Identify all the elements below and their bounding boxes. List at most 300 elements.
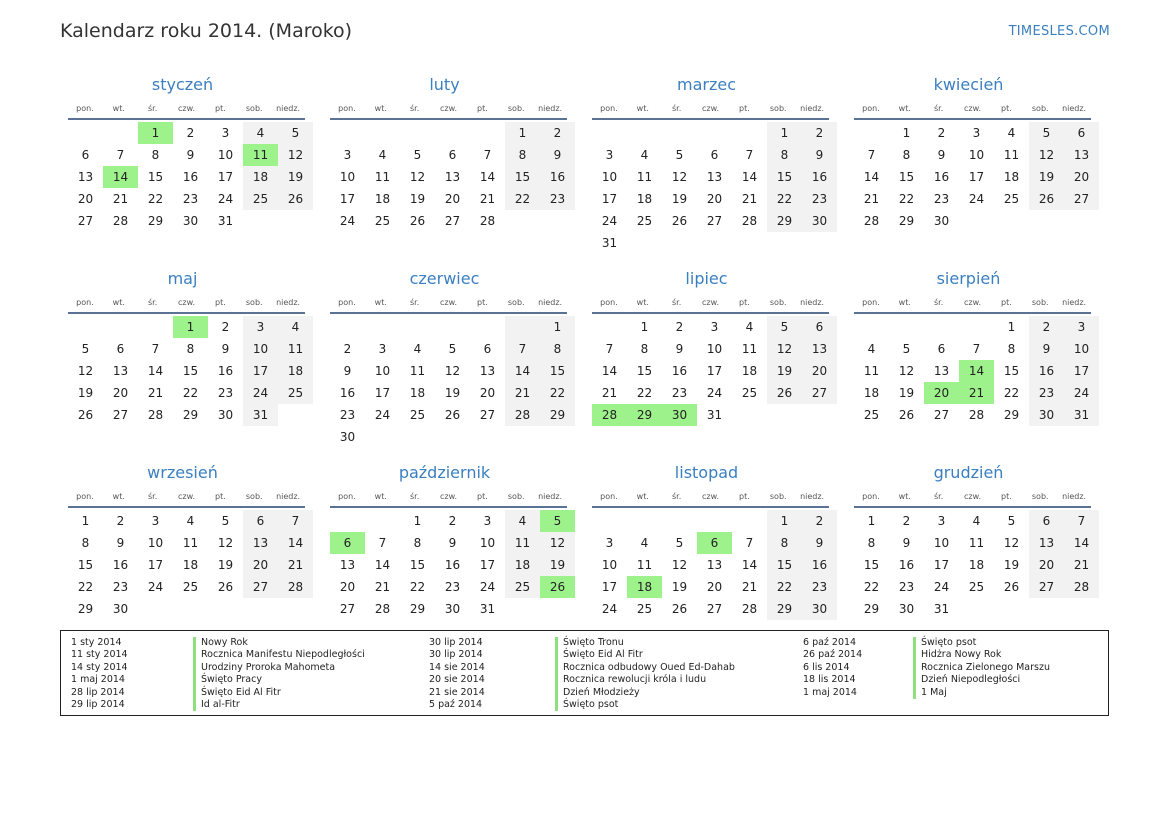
weekday-label: czw.: [178, 492, 195, 501]
legend-holiday-name: Święto Eid Al Fitr: [193, 687, 365, 699]
day-cell: 29: [627, 404, 662, 426]
day-cell: 8: [81, 536, 90, 550]
day-cell: 5: [1029, 122, 1064, 144]
day-cell: 27: [706, 602, 723, 616]
weekday-label: pt.: [476, 104, 488, 113]
day-cell: 3: [972, 126, 981, 140]
weekday-label: śr.: [148, 298, 158, 307]
day-cell: 24: [601, 214, 618, 228]
day-cell: 17: [147, 558, 164, 572]
legend-holiday-name: Nowy Rok: [193, 637, 365, 649]
legend-date: 28 lip 2014: [71, 686, 125, 698]
day-cell: 22: [767, 188, 802, 210]
day-cell: 30: [339, 430, 356, 444]
weekday-header: [68, 100, 305, 120]
day-cell: 23: [540, 188, 575, 210]
day-cell: 25: [505, 576, 540, 598]
month-name: styczeń: [151, 75, 214, 94]
day-cell: 4: [186, 514, 195, 528]
day-cell: 2: [540, 122, 575, 144]
month-name: kwiecień: [933, 75, 1004, 94]
day-cell: 18: [863, 386, 880, 400]
weekday-header: [68, 294, 305, 314]
day-cell: 2: [221, 320, 230, 334]
empty-cell: [540, 210, 575, 232]
day-cell: 30: [662, 404, 697, 426]
day-cell: 15: [767, 166, 802, 188]
day-cell: 15: [409, 558, 426, 572]
day-cell: 16: [112, 558, 129, 572]
weekday-label: niedz.: [1062, 104, 1087, 113]
day-cell: 6: [1064, 122, 1099, 144]
day-cell: 1: [640, 320, 649, 334]
empty-cell: [1029, 598, 1064, 620]
day-grid: [68, 510, 305, 620]
weekday-label: sob.: [1031, 104, 1049, 113]
day-cell: 19: [1003, 558, 1020, 572]
weekday-label: niedz.: [276, 104, 301, 113]
day-cell: 13: [706, 170, 723, 184]
legend-holiday-name: Święto Eid Al Fitr: [555, 649, 735, 661]
day-cell: 17: [339, 192, 356, 206]
months-grid: [60, 70, 1111, 630]
day-cell: 15: [505, 166, 540, 188]
day-cell: 8: [505, 144, 540, 166]
day-cell: 22: [767, 576, 802, 598]
day-cell: 1: [767, 510, 802, 532]
day-grid: [68, 316, 305, 426]
day-cell: 9: [186, 148, 195, 162]
day-cell: 13: [339, 558, 356, 572]
day-cell: 29: [540, 404, 575, 426]
day-cell: 7: [483, 148, 492, 162]
day-cell: 28: [863, 214, 880, 228]
empty-cell: [278, 210, 313, 232]
empty-cell: [889, 316, 924, 338]
day-cell: 11: [278, 338, 313, 360]
day-cell: 29: [767, 598, 802, 620]
day-cell: 10: [1064, 338, 1099, 360]
weekday-label: pon.: [76, 104, 94, 113]
day-cell: 14: [278, 532, 313, 554]
legend-date: 18 lis 2014: [803, 674, 856, 686]
weekday-label: wt.: [898, 492, 911, 501]
day-cell: 20: [706, 580, 723, 594]
day-cell: 16: [217, 364, 234, 378]
day-grid: [854, 510, 1091, 620]
day-cell: 16: [444, 558, 461, 572]
day-grid: [68, 122, 305, 232]
legend-holiday-name: Święto psot: [555, 699, 735, 711]
day-cell: 16: [339, 386, 356, 400]
day-cell: 9: [540, 144, 575, 166]
day-cell: 29: [77, 602, 94, 616]
day-cell: 30: [112, 602, 129, 616]
month-name: listopad: [674, 463, 739, 482]
day-cell: 5: [413, 148, 422, 162]
weekday-label: niedz.: [538, 298, 563, 307]
day-cell: 24: [479, 580, 496, 594]
empty-cell: [470, 316, 505, 338]
day-cell: 31: [217, 214, 234, 228]
empty-cell: [330, 316, 365, 338]
day-cell: 7: [378, 536, 387, 550]
weekday-label: wt.: [112, 298, 125, 307]
day-cell: 7: [745, 148, 754, 162]
weekday-label: wt.: [636, 492, 649, 501]
weekday-label: czw.: [702, 492, 719, 501]
weekday-label: śr.: [672, 492, 682, 501]
day-cell: 19: [1029, 166, 1064, 188]
day-cell: 21: [863, 192, 880, 206]
day-cell: 22: [182, 386, 199, 400]
day-cell: 25: [1003, 192, 1020, 206]
day-cell: 25: [863, 408, 880, 422]
day-cell: 26: [540, 576, 575, 598]
day-cell: 11: [505, 532, 540, 554]
weekday-label: pon.: [600, 298, 618, 307]
weekday-label: pt.: [476, 492, 488, 501]
legend-date: 11 sty 2014: [71, 649, 128, 661]
day-cell: 21: [278, 554, 313, 576]
day-cell: 2: [937, 126, 946, 140]
day-cell: 7: [605, 342, 614, 356]
empty-cell: [959, 598, 994, 620]
month-name: październik: [398, 463, 491, 482]
weekday-label: niedz.: [800, 492, 825, 501]
empty-cell: [435, 426, 470, 448]
month-calendar: [846, 264, 1091, 426]
day-cell: 4: [243, 122, 278, 144]
day-grid: [854, 122, 1091, 232]
day-cell: 30: [1029, 404, 1064, 426]
weekday-label: sob.: [1031, 492, 1049, 501]
month-name: lipiec: [685, 269, 728, 288]
day-cell: 2: [675, 320, 684, 334]
empty-cell: [592, 316, 627, 338]
day-cell: 27: [243, 576, 278, 598]
weekday-label: wt.: [636, 298, 649, 307]
day-cell: 15: [1003, 364, 1020, 378]
weekday-label: czw.: [440, 104, 457, 113]
day-cell: 4: [745, 320, 754, 334]
weekday-label: pt.: [738, 104, 750, 113]
day-cell: 12: [767, 338, 802, 360]
day-cell: 30: [802, 210, 837, 232]
day-cell: 2: [802, 122, 837, 144]
weekday-label: śr.: [410, 492, 420, 501]
day-cell: 21: [741, 192, 758, 206]
empty-cell: [959, 210, 994, 232]
month-calendar: [584, 458, 829, 620]
legend-date: 29 lip 2014: [71, 698, 125, 710]
weekday-header: [330, 294, 567, 314]
legend-date: 1 maj 2014: [71, 674, 125, 686]
day-cell: 5: [675, 536, 684, 550]
weekday-label: pt.: [214, 298, 226, 307]
weekday-label: sob.: [769, 298, 787, 307]
day-cell: 9: [937, 148, 946, 162]
month-name: czerwiec: [409, 269, 480, 288]
day-cell: 17: [933, 558, 950, 572]
legend-date: 5 paź 2014: [429, 698, 483, 710]
weekday-label: pon.: [862, 104, 880, 113]
day-cell: 9: [802, 144, 837, 166]
empty-cell: [470, 122, 505, 144]
empty-cell: [138, 316, 173, 338]
day-cell: 15: [898, 170, 915, 184]
weekday-header: [330, 100, 567, 120]
day-cell: 18: [409, 386, 426, 400]
weekday-label: sob.: [1031, 298, 1049, 307]
day-cell: 15: [636, 364, 653, 378]
legend-holiday-name: Dzień Młodzieży: [555, 687, 735, 699]
day-cell: 24: [968, 192, 985, 206]
day-cell: 8: [867, 536, 876, 550]
day-cell: 24: [933, 580, 950, 594]
day-cell: 14: [1064, 532, 1099, 554]
day-cell: 19: [77, 386, 94, 400]
day-cell: 13: [77, 170, 94, 184]
day-cell: 6: [330, 532, 365, 554]
day-cell: 29: [1003, 408, 1020, 422]
weekday-header: [854, 488, 1091, 508]
day-cell: 1: [1007, 320, 1016, 334]
empty-cell: [732, 510, 767, 532]
day-cell: 29: [898, 214, 915, 228]
day-cell: 31: [706, 408, 723, 422]
empty-cell: [697, 232, 732, 254]
weekday-label: sob.: [769, 492, 787, 501]
day-cell: 26: [1029, 188, 1064, 210]
day-cell: 27: [339, 602, 356, 616]
day-cell: 16: [802, 554, 837, 576]
day-cell: 19: [278, 166, 313, 188]
day-cell: 24: [706, 386, 723, 400]
day-cell: 30: [933, 214, 950, 228]
empty-cell: [959, 316, 994, 338]
day-cell: 10: [374, 364, 391, 378]
day-cell: 9: [802, 532, 837, 554]
day-grid: [592, 510, 829, 620]
weekday-label: niedz.: [1062, 492, 1087, 501]
day-cell: 5: [1007, 514, 1016, 528]
day-cell: 24: [339, 214, 356, 228]
empty-cell: [330, 510, 365, 532]
day-cell: 6: [937, 342, 946, 356]
day-cell: 23: [1029, 382, 1064, 404]
empty-cell: [330, 122, 365, 144]
day-cell: 19: [671, 580, 688, 594]
empty-cell: [505, 426, 540, 448]
day-cell: 26: [898, 408, 915, 422]
empty-cell: [767, 404, 802, 426]
weekday-label: pt.: [1000, 492, 1012, 501]
day-cell: 29: [182, 408, 199, 422]
day-cell: 4: [972, 514, 981, 528]
day-cell: 20: [243, 554, 278, 576]
day-cell: 5: [902, 342, 911, 356]
day-cell: 11: [968, 536, 985, 550]
day-cell: 8: [151, 148, 160, 162]
weekday-label: czw.: [964, 492, 981, 501]
weekday-label: pon.: [76, 298, 94, 307]
day-cell: 27: [802, 382, 837, 404]
day-cell: 17: [601, 192, 618, 206]
day-cell: 7: [867, 148, 876, 162]
legend-holiday-name: Rocznica odbudowy Oued Ed-Dahab: [555, 662, 735, 674]
site-link[interactable]: TIMESLES.COM: [1008, 24, 1110, 39]
weekday-label: pt.: [214, 104, 226, 113]
day-cell: 12: [671, 558, 688, 572]
day-cell: 6: [697, 532, 732, 554]
day-cell: 11: [1003, 148, 1020, 162]
day-cell: 3: [343, 148, 352, 162]
day-cell: 27: [77, 214, 94, 228]
weekday-label: pon.: [600, 104, 618, 113]
weekday-header: [854, 294, 1091, 314]
weekday-label: wt.: [374, 492, 387, 501]
day-cell: 15: [863, 558, 880, 572]
day-cell: 28: [741, 602, 758, 616]
empty-cell: [103, 122, 138, 144]
day-cell: 28: [278, 576, 313, 598]
day-cell: 17: [217, 170, 234, 184]
page-title: Kalendarz roku 2014. (Maroko): [60, 20, 353, 42]
weekday-label: niedz.: [800, 298, 825, 307]
weekday-label: sob.: [769, 104, 787, 113]
day-cell: 6: [1029, 510, 1064, 532]
day-cell: 9: [221, 342, 230, 356]
weekday-label: wt.: [112, 104, 125, 113]
day-cell: 9: [1029, 338, 1064, 360]
day-cell: 9: [675, 342, 684, 356]
day-cell: 3: [151, 514, 160, 528]
day-cell: 21: [505, 382, 540, 404]
day-cell: 7: [151, 342, 160, 356]
day-cell: 23: [217, 386, 234, 400]
day-cell: 19: [217, 558, 234, 572]
day-cell: 1: [540, 316, 575, 338]
day-cell: 28: [479, 214, 496, 228]
weekday-label: sob.: [507, 492, 525, 501]
legend-date: 6 lis 2014: [803, 661, 850, 673]
day-cell: 12: [444, 364, 461, 378]
day-cell: 22: [898, 192, 915, 206]
day-cell: 20: [802, 360, 837, 382]
day-cell: 16: [182, 170, 199, 184]
day-cell: 14: [863, 170, 880, 184]
empty-cell: [767, 232, 802, 254]
day-cell: 10: [706, 342, 723, 356]
month-name: wrzesień: [147, 463, 218, 482]
day-cell: 5: [540, 510, 575, 532]
day-cell: 28: [1064, 576, 1099, 598]
day-cell: 22: [636, 386, 653, 400]
day-cell: 16: [802, 166, 837, 188]
day-cell: 25: [968, 580, 985, 594]
day-cell: 11: [374, 170, 391, 184]
day-cell: 20: [1064, 166, 1099, 188]
empty-cell: [697, 122, 732, 144]
day-cell: 5: [278, 122, 313, 144]
day-cell: 23: [802, 576, 837, 598]
day-cell: 3: [605, 536, 614, 550]
day-cell: 6: [81, 148, 90, 162]
day-cell: 25: [409, 408, 426, 422]
day-cell: 1: [138, 122, 173, 144]
day-cell: 15: [182, 364, 199, 378]
day-cell: 23: [933, 192, 950, 206]
day-cell: 23: [444, 580, 461, 594]
legend-date: 14 sty 2014: [71, 661, 128, 673]
day-cell: 24: [217, 192, 234, 206]
day-cell: 12: [671, 170, 688, 184]
day-cell: 27: [933, 408, 950, 422]
empty-cell: [662, 510, 697, 532]
weekday-label: wt.: [636, 104, 649, 113]
weekday-label: sob.: [507, 104, 525, 113]
weekday-label: pt.: [214, 492, 226, 501]
day-cell: 21: [147, 386, 164, 400]
day-cell: 9: [902, 536, 911, 550]
day-cell: 8: [186, 342, 195, 356]
day-cell: 25: [278, 382, 313, 404]
month-name: grudzień: [933, 463, 1004, 482]
day-cell: 18: [741, 364, 758, 378]
day-cell: 25: [741, 386, 758, 400]
day-cell: 30: [444, 602, 461, 616]
day-cell: 8: [767, 144, 802, 166]
day-cell: 7: [1064, 510, 1099, 532]
day-cell: 4: [640, 536, 649, 550]
day-cell: 1: [81, 514, 90, 528]
month-name: marzec: [676, 75, 736, 94]
weekday-header: [592, 100, 829, 120]
day-cell: 12: [217, 536, 234, 550]
day-cell: 11: [243, 144, 278, 166]
empty-cell: [365, 122, 400, 144]
day-cell: 15: [147, 170, 164, 184]
empty-cell: [627, 510, 662, 532]
day-cell: 23: [671, 386, 688, 400]
day-cell: 8: [640, 342, 649, 356]
empty-cell: [138, 598, 173, 620]
day-cell: 14: [505, 360, 540, 382]
weekday-label: wt.: [898, 104, 911, 113]
day-cell: 31: [933, 602, 950, 616]
day-cell: 27: [444, 214, 461, 228]
weekday-label: pon.: [338, 104, 356, 113]
legend-date: 14 sie 2014: [429, 661, 485, 673]
day-cell: 21: [479, 192, 496, 206]
month-calendar: [322, 264, 567, 448]
day-cell: 20: [112, 386, 129, 400]
weekday-label: pt.: [738, 492, 750, 501]
day-cell: 10: [601, 558, 618, 572]
day-cell: 5: [221, 514, 230, 528]
weekday-label: pon.: [862, 492, 880, 501]
day-cell: 13: [1064, 144, 1099, 166]
day-cell: 4: [413, 342, 422, 356]
day-grid: [330, 316, 567, 448]
weekday-label: czw.: [964, 104, 981, 113]
empty-cell: [994, 210, 1029, 232]
weekday-label: pt.: [1000, 104, 1012, 113]
empty-cell: [68, 316, 103, 338]
day-cell: 24: [243, 382, 278, 404]
day-cell: 20: [479, 386, 496, 400]
